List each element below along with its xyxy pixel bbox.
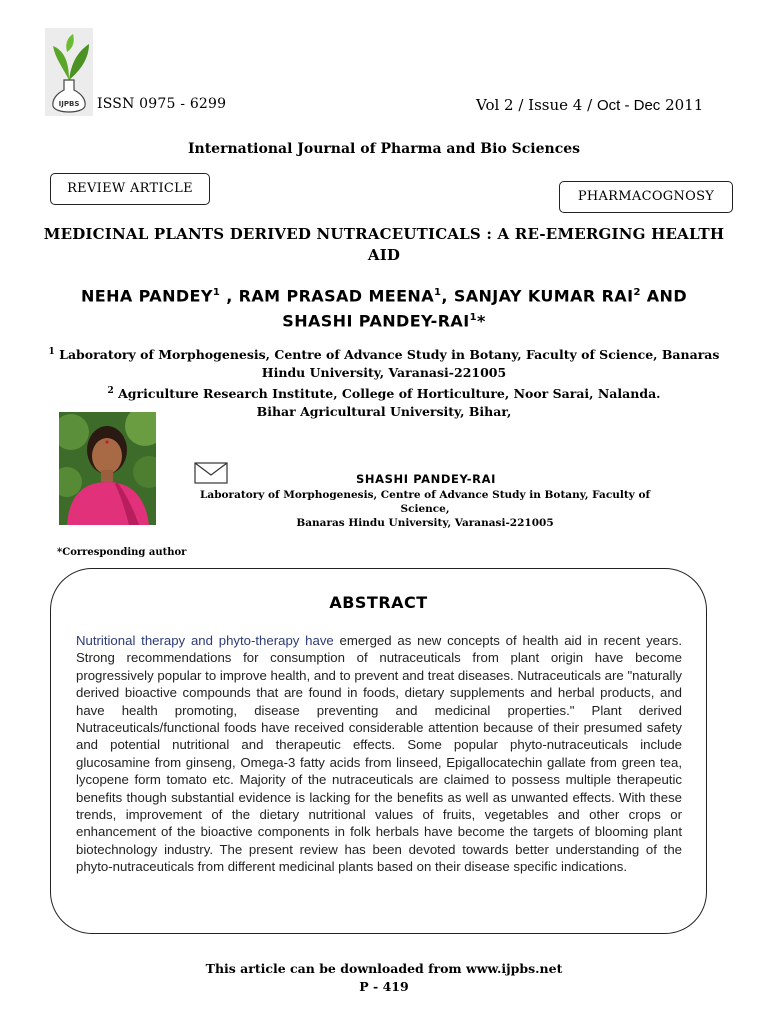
subject-tag: PHARMACOGNOSY <box>559 181 733 213</box>
abstract-heading: ABSTRACT <box>329 593 428 612</box>
affiliation-2: Agriculture Research Institute, College of Horticulture, Noor Sarai, Nalanda. <box>113 386 661 402</box>
download-note: This article can be downloaded from www.ijpbs.net <box>205 961 563 976</box>
affiliation-1: Laboratory of Morphogenesis, Centre of Advance Study in Botany, Faculty of Science, Banaras Hindu University, Varanasi-221005 <box>54 347 720 381</box>
author-affil-mark: 1 <box>469 312 477 324</box>
author-photo <box>59 412 156 525</box>
author-list <box>40 282 728 333</box>
flask-leaf-icon <box>45 28 93 116</box>
abstract-text: emerged as new concepts of health aid in recent years. Strong recommendations for consumption of nutraceuticals from plant origin have become progressively popular to improve health, and to prevent and treat diseases. Nutraceuticals are "naturally derived bioactive compounds that are found in foods, dietary supplements and herbal products, and have health promoting, disease preventing and medicinal properties." Plant derived Nutraceuticals/functional foods have received considerable attention because of their presumed safety and potential nutritional and therapeutic effects. Some popular phyto-nutraceuticals include glucosamine from ginseng, Omega-3 fatty acids from linseed, Epigallocatechin gallate from green tea, lycopene form tomato etc. Majority of the nutraceuticals are claimed to possess multiple therapeutic benefits though substantial evidence is lacking for the benefits as well as unwanted effects. With these trends, improvement of the dietary nutritional values of fruits, vegetables and other crops or enhancement of the bioactive components in folk herbals have become the targets of blooming plant biotechnology industry. The present review has been devoted towards better understanding of the phyto-nutraceuticals from different medicinal plants based on their disease specific indications. <box>76 633 682 875</box>
affil-mark: 1 <box>48 347 55 357</box>
affiliations <box>30 343 738 421</box>
author-name: NEHA PANDEY <box>80 286 213 306</box>
page-number: P - 419 <box>359 979 409 994</box>
volume-issue-text: Vol 2 / Issue 4 / <box>476 96 597 114</box>
corresponding-mark: * <box>476 311 486 331</box>
journal-logo <box>45 28 93 116</box>
author-affil-mark: 2 <box>633 287 641 298</box>
article-title: MEDICINAL PLANTS DERIVED NUTRACEUTICALS : A RE-EMERGING HEALTH AID <box>43 225 725 264</box>
abstract-body <box>76 632 682 876</box>
journal-name: International Journal of Pharma and Bio Sciences <box>187 141 581 157</box>
affil-mark: 2 <box>107 386 114 397</box>
article-type-tag: REVIEW ARTICLE <box>50 173 210 205</box>
corresponding-affil-line: Laboratory of Morphogenesis, Centre of Advance Study in Botany, Faculty of Science, <box>200 489 650 515</box>
volume-issue <box>476 96 703 114</box>
author-affil-mark: 1 <box>212 287 221 298</box>
author-separator: , <box>441 286 454 306</box>
author-separator: AND <box>640 286 688 306</box>
abstract-lead: Nutritional therapy and phyto-therapy have <box>76 633 334 648</box>
corresponding-author-affiliation <box>180 488 670 530</box>
issue-period: Oct - Dec <box>596 97 661 114</box>
author-separator: , <box>220 286 239 306</box>
affiliation-3: Bihar Agricultural University, Bihar, <box>256 404 512 420</box>
corresponding-affil-line: Banaras Hindu University, Varanasi-221005 <box>296 517 554 529</box>
author-name: SHASHI PANDEY-RAI <box>282 311 470 331</box>
logo-text: IJPBS <box>58 100 80 108</box>
corresponding-author-note: *Corresponding author <box>57 547 187 558</box>
author-affil-mark: 1 <box>434 287 442 298</box>
issue-year: 2011 <box>660 96 704 114</box>
author-name: SANJAY KUMAR RAI <box>453 286 634 306</box>
issn: ISSN 0975 - 6299 <box>97 96 227 112</box>
corresponding-author-name: SHASHI PANDEY-RAI <box>356 472 496 486</box>
author-name: RAM PRASAD MEENA <box>238 286 434 306</box>
